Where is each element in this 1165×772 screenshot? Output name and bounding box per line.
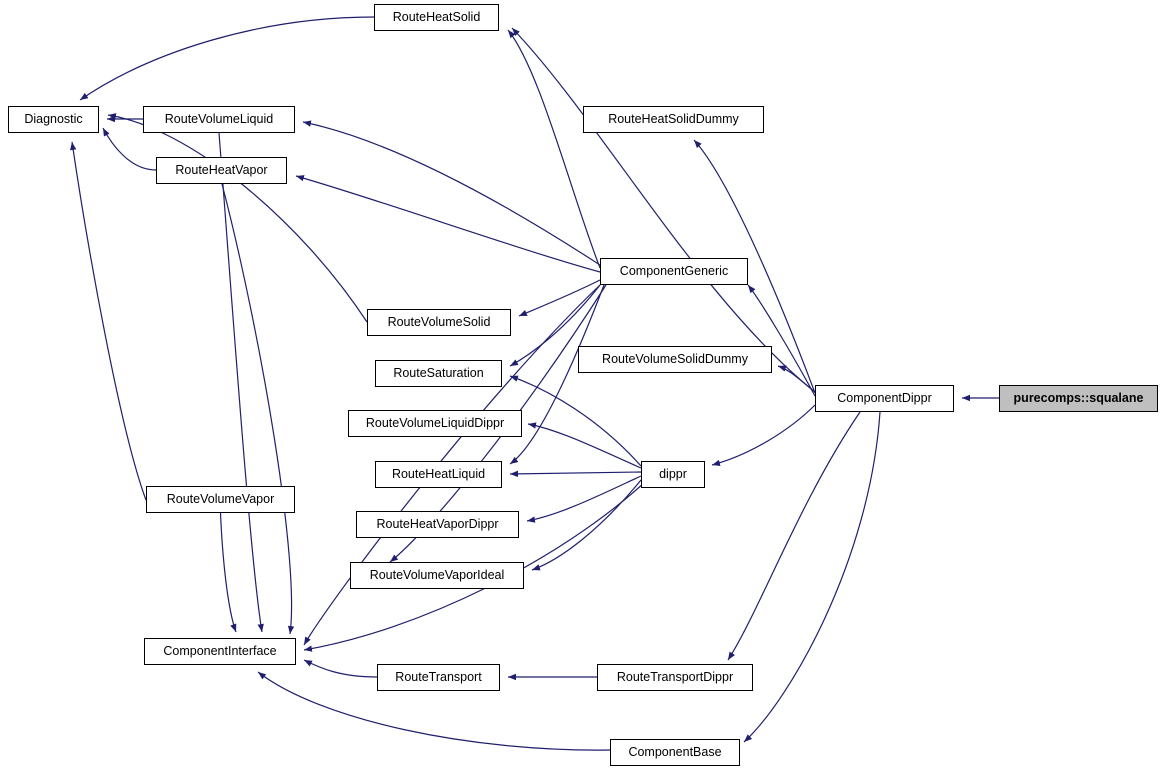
node-purecomps-squalane[interactable] <box>999 385 1158 412</box>
node-label: RouteSaturation <box>393 366 484 381</box>
node-dippr[interactable] <box>641 461 705 488</box>
node-label: RouteHeatLiquid <box>391 467 486 482</box>
node-componentgeneric[interactable] <box>600 258 748 285</box>
node-label: Diagnostic <box>24 112 83 127</box>
node-label: ComponentInterface <box>163 644 277 659</box>
node-componentinterface[interactable] <box>144 638 296 665</box>
node-routeheatvapor[interactable] <box>156 157 287 184</box>
node-componentdippr[interactable] <box>815 385 954 412</box>
node-routevolumeliquiddippr[interactable] <box>348 410 522 437</box>
node-label: RouteVolumeLiquid <box>164 112 274 127</box>
node-routevolumesoliddummy[interactable] <box>578 346 772 373</box>
node-routeheatvapordippr[interactable] <box>356 511 519 538</box>
node-diagnostic[interactable] <box>8 106 99 133</box>
node-label: RouteHeatSolid <box>392 10 481 25</box>
node-routetransport[interactable] <box>377 664 500 691</box>
node-label: RouteVolumeVapor <box>166 492 275 507</box>
node-label: ComponentGeneric <box>619 264 729 279</box>
node-label: RouteVolumeVaporIdeal <box>369 568 505 583</box>
node-label: RouteTransportDippr <box>616 670 734 685</box>
node-label: RouteTransport <box>395 670 482 685</box>
node-routevolumesolid[interactable] <box>367 309 511 336</box>
node-routesaturation[interactable] <box>375 360 502 387</box>
node-routeheatsolid[interactable] <box>374 4 499 31</box>
node-label: RouteVolumeSolidDummy <box>602 352 748 367</box>
node-label: dippr <box>659 467 687 482</box>
node-label: RouteHeatVapor <box>175 163 268 178</box>
node-label: purecomps::squalane <box>1013 391 1144 406</box>
node-label: ComponentBase <box>628 745 722 760</box>
node-label: RouteVolumeSolid <box>387 315 491 330</box>
node-routeheatliquid[interactable] <box>375 461 502 488</box>
node-routeheatsoliddummy[interactable] <box>583 106 764 133</box>
node-label: RouteVolumeLiquidDippr <box>365 416 505 431</box>
node-routevolumevaporideal[interactable] <box>350 562 524 589</box>
node-routevolumevapor[interactable] <box>146 486 295 513</box>
node-routetransportdippr[interactable] <box>597 664 753 691</box>
node-label: ComponentDippr <box>837 391 932 406</box>
node-componentbase[interactable] <box>610 739 740 766</box>
node-label: RouteHeatSolidDummy <box>608 112 739 127</box>
node-label: RouteHeatVaporDippr <box>376 517 499 532</box>
node-routevolumeliquid[interactable] <box>143 106 295 133</box>
